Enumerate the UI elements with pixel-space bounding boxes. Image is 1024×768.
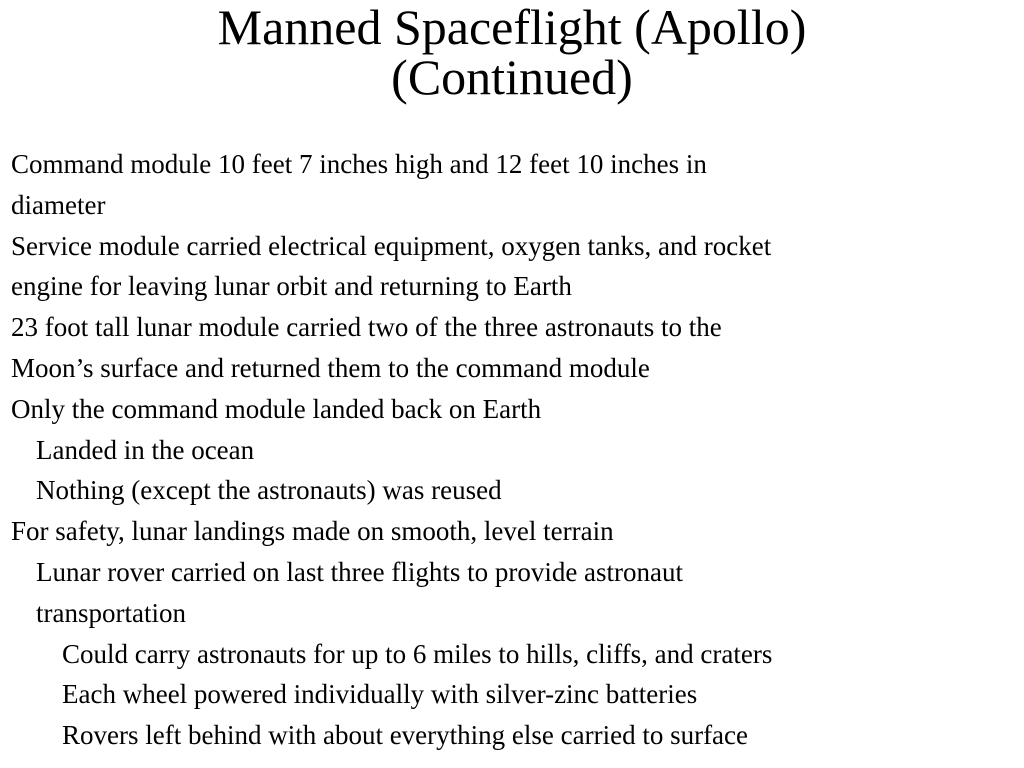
body-subline: Nothing (except the astronauts) was reused bbox=[36, 475, 502, 506]
title-line-2: (Continued) bbox=[391, 49, 633, 105]
body-line: engine for leaving lunar orbit and returning to Earth bbox=[11, 271, 572, 302]
body-subsubline: Could carry astronauts for up to 6 miles to hills, cliffs, and craters bbox=[62, 638, 773, 669]
slide-title bbox=[0, 0, 1024, 105]
body-subline: Lunar rover carried on last three flights to provide astronaut bbox=[36, 556, 684, 587]
body-line: For safety, lunar landings made on smooth, level terrain bbox=[11, 516, 614, 547]
body-line: Only the command module landed back on Earth bbox=[11, 393, 542, 424]
body-line: diameter bbox=[11, 189, 106, 220]
body-subsubline: Rovers left behind with about everything else carried to surface bbox=[62, 720, 749, 751]
slide-body bbox=[11, 144, 1011, 756]
body-line: Moon’s surface and returned them to the command module bbox=[11, 352, 650, 383]
body-line: 23 foot tall lunar module carried two of the three astronauts to the bbox=[11, 312, 722, 343]
body-subsubline: Each wheel powered individually with silver-zinc batteries bbox=[62, 679, 698, 710]
body-subline: transportation bbox=[36, 597, 186, 628]
body-line: Command module 10 feet 7 inches high and 12 feet 10 inches in bbox=[11, 149, 707, 179]
body-subline: Landed in the ocean bbox=[36, 434, 255, 465]
title-line-1: Manned Spaceflight (Apollo) bbox=[217, 0, 807, 55]
body-line: Service module carried electrical equipment, oxygen tanks, and rocket bbox=[11, 230, 772, 261]
